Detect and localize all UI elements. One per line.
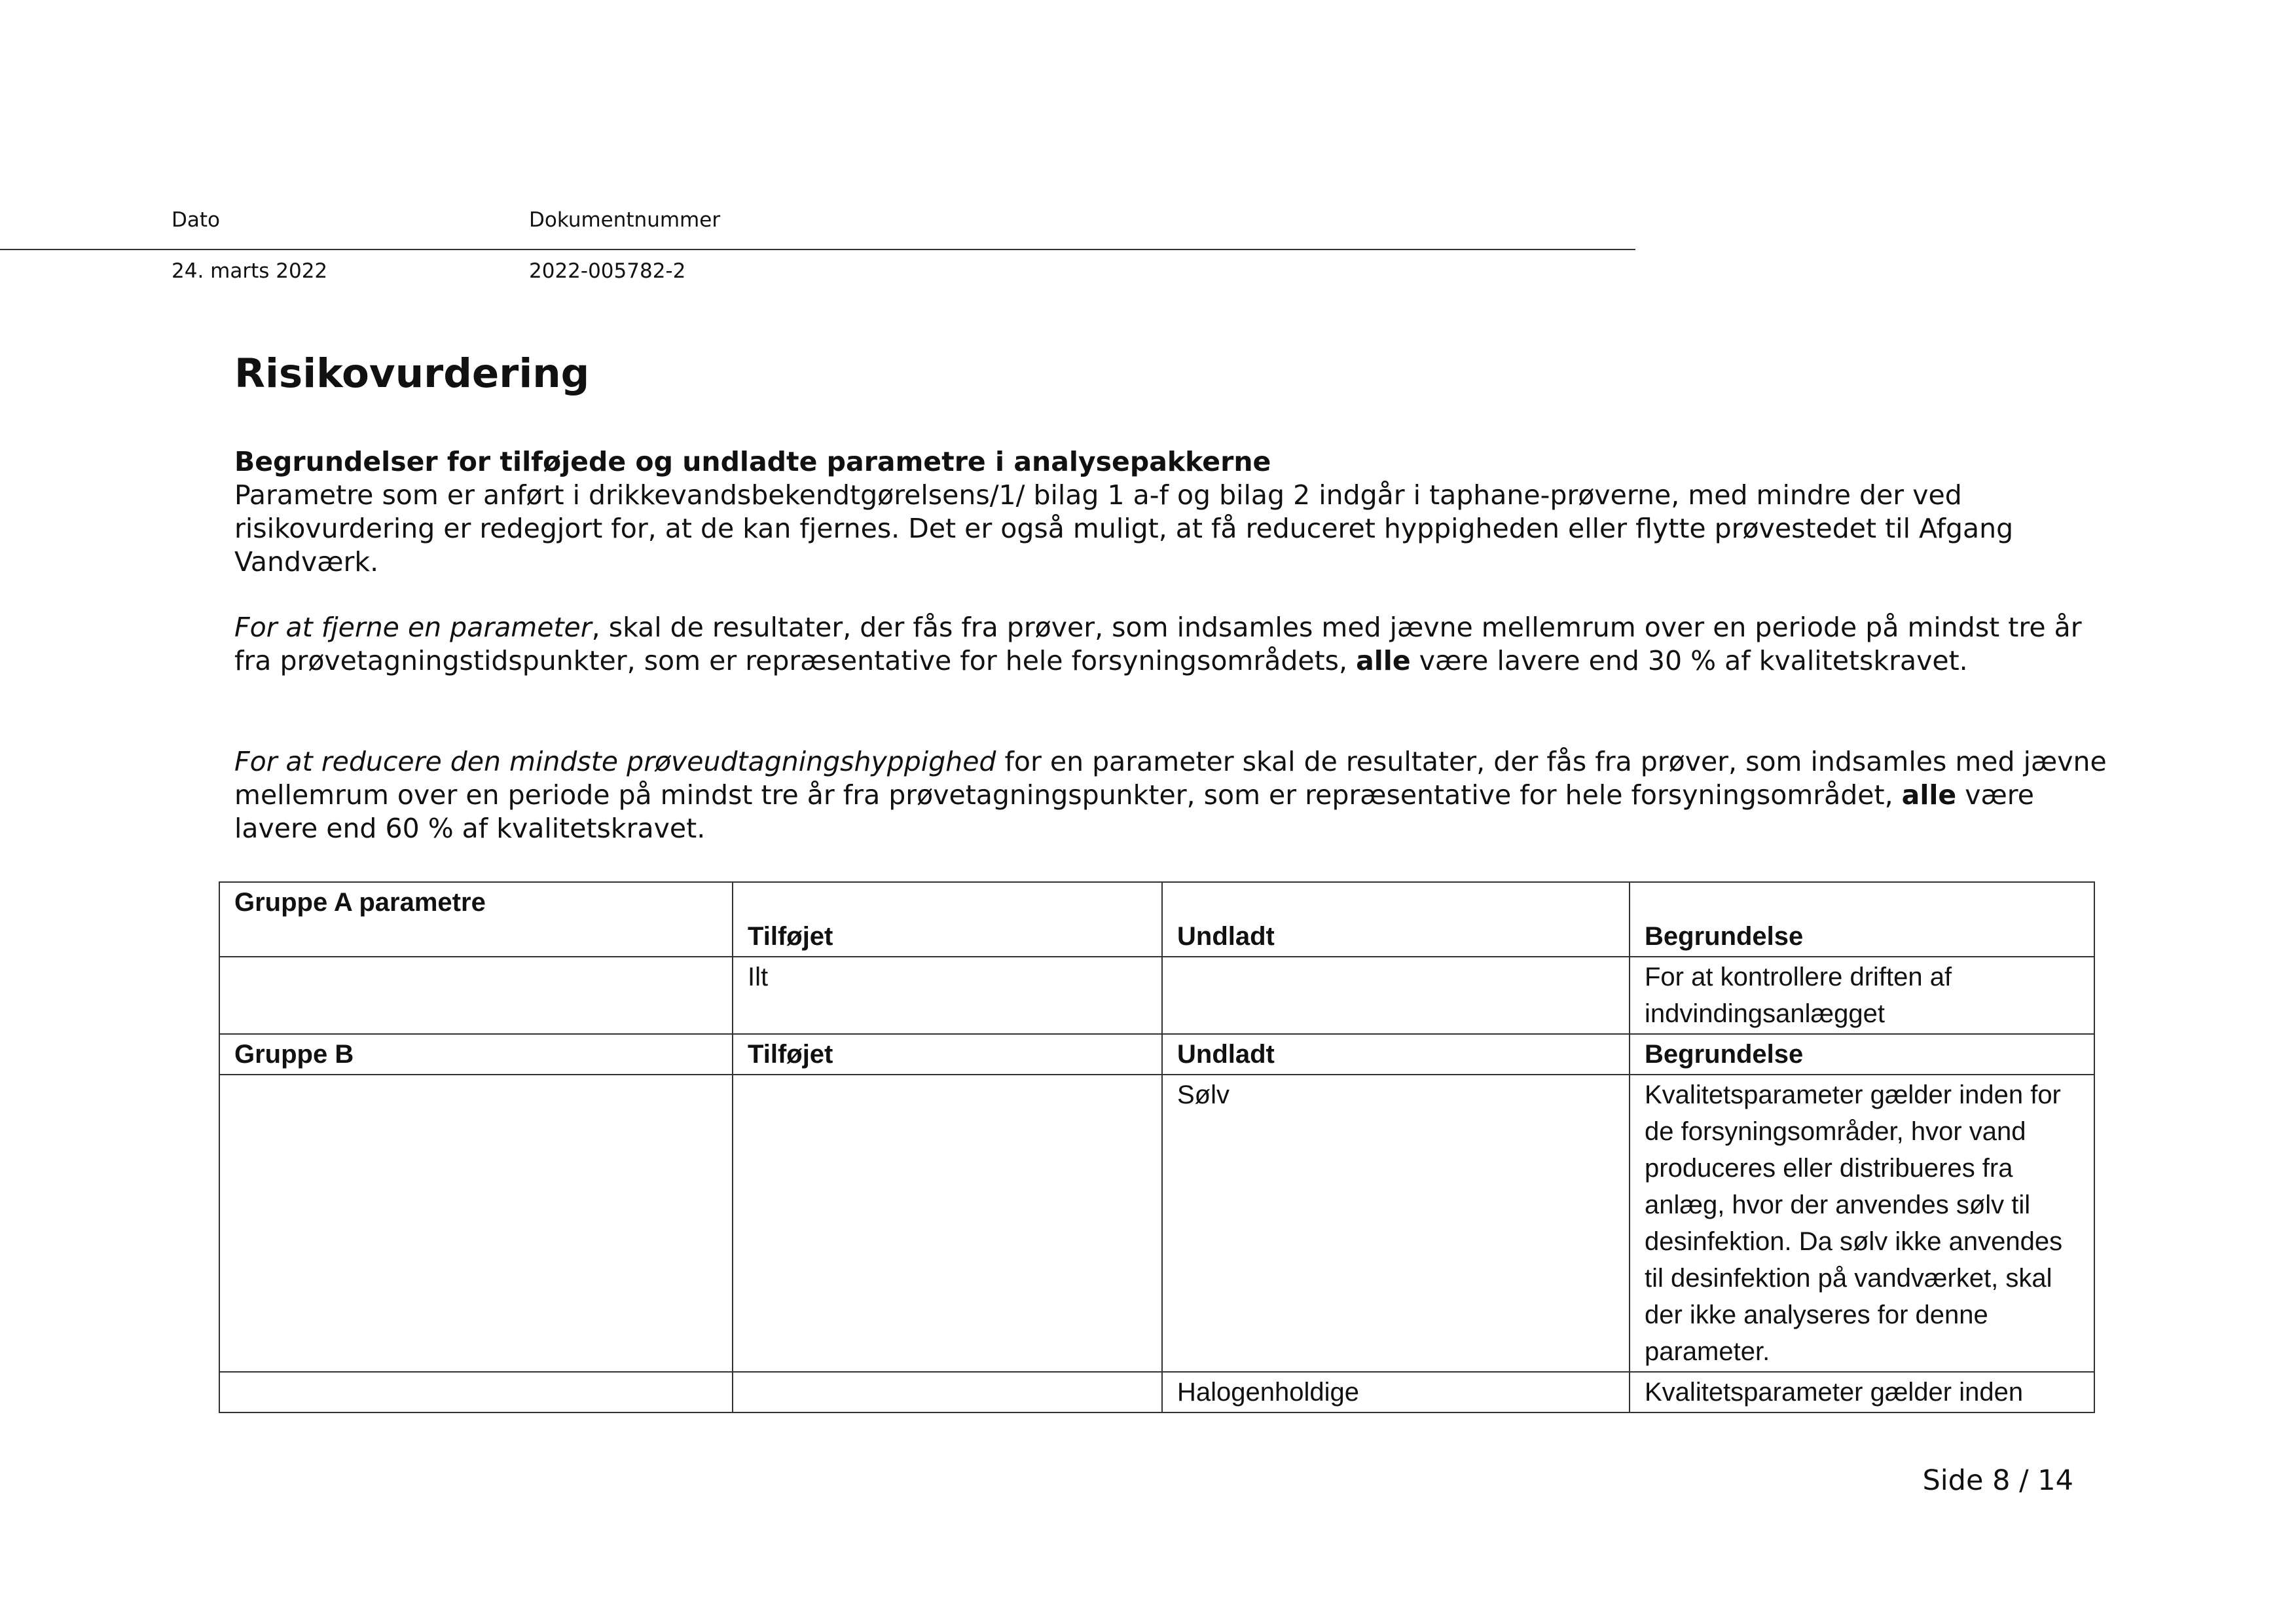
column-header-omitted: Undladt (1162, 882, 1630, 957)
remove-parameter-text-end: være lavere end 30 % af kvalitetskravet. (1410, 645, 1968, 676)
column-header-omitted: Undladt (1162, 1034, 1630, 1075)
page-title: Risikovurdering (234, 350, 590, 397)
intro-section (234, 445, 2107, 579)
table-header-row-group-a (219, 882, 2094, 957)
table-row (219, 1075, 2094, 1372)
table-cell-added (733, 1075, 1162, 1372)
remove-parameter-lead: For at fjerne en parameter (234, 612, 592, 643)
table-cell-parameter (219, 1075, 733, 1372)
group-b-label: Gruppe B (219, 1034, 733, 1075)
reduce-frequency-text-end: være lavere end 60 % af kvalitetskravet. (234, 779, 2034, 844)
table-row (219, 1372, 2094, 1412)
table-cell-reason: Kvalitetsparameter gælder inden (1630, 1372, 2094, 1412)
remove-parameter-text: , skal de resultater, der fås fra prøver, som indsamles med jævne mellemrum over en periode på mindst tre år fra prøvetagningstidspunkter, som er repræsentative for hele forsyningsområdets, (234, 612, 2082, 676)
column-header-added: Tilføjet (733, 882, 1162, 957)
column-header-reason: Begrundelse (1630, 882, 2094, 957)
table-cell-reason: For at kontrollere driften af indvindingsanlægget (1630, 957, 2094, 1034)
date-label: Dato (172, 208, 220, 232)
table-cell-added: Ilt (733, 957, 1162, 1034)
reduce-frequency-emphasis: alle (1901, 779, 1957, 811)
table-cell-omitted: Sølv (1162, 1075, 1630, 1372)
document-header-values (0, 259, 1635, 286)
page-number: Side 8 / 14 (1922, 1464, 2073, 1497)
parameter-table (219, 881, 2095, 1413)
document-header-labels (0, 208, 1635, 234)
document-number-label: Dokumentnummer (529, 208, 721, 232)
table-cell-reason: Kvalitetsparameter gælder inden for de forsyningsområder, hvor vand produceres eller distribueres fra anlæg, hvor der anvendes sølv til desinfektion. Da sølv ikke anvendes til desinfektion på vandværket, skal der ikke analyseres for denne parameter. (1630, 1075, 2094, 1372)
table-cell-omitted (1162, 957, 1630, 1034)
table-cell-added (733, 1372, 1162, 1412)
table-header-row-group-b (219, 1034, 2094, 1075)
document-number-value: 2022-005782-2 (529, 259, 686, 283)
reduce-frequency-text: for en parameter skal de resultater, der fås fra prøver, som indsamles med jævne mellemrum over en periode på mindst tre år fra prøvetagningspunkter, som er repræsentative for hele forsyningsområdet, (234, 746, 2107, 811)
table-cell-parameter (219, 1372, 733, 1412)
column-header-added: Tilføjet (733, 1034, 1162, 1075)
section-heading: Begrundelser for tilføjede og undladte parametre i analysepakkerne (234, 446, 1271, 477)
group-a-label: Gruppe A parametre (219, 882, 733, 957)
remove-parameter-paragraph (234, 611, 2107, 678)
remove-parameter-emphasis: alle (1356, 645, 1411, 676)
reduce-frequency-paragraph (234, 745, 2107, 845)
table-cell-omitted: Halogenholdige (1162, 1372, 1630, 1412)
table-row (219, 957, 2094, 1034)
date-value: 24. marts 2022 (172, 259, 328, 283)
column-header-reason: Begrundelse (1630, 1034, 2094, 1075)
intro-paragraph: Parametre som er anført i drikkevandsbekendtgørelsens/1/ bilag 1 a-f og bilag 2 indgår i taphane-prøverne, med mindre der ved risikovurdering er redegjort for, at de kan fjernes. Det er også muligt, at få reduceret hyppigheden eller flytte prøvestedet til Afgang Vandværk. (234, 479, 2014, 578)
reduce-frequency-lead: For at reducere den mindste prøveudtagningshyppighed (234, 746, 996, 777)
table-cell-parameter (219, 957, 733, 1034)
header-divider (0, 249, 1635, 250)
